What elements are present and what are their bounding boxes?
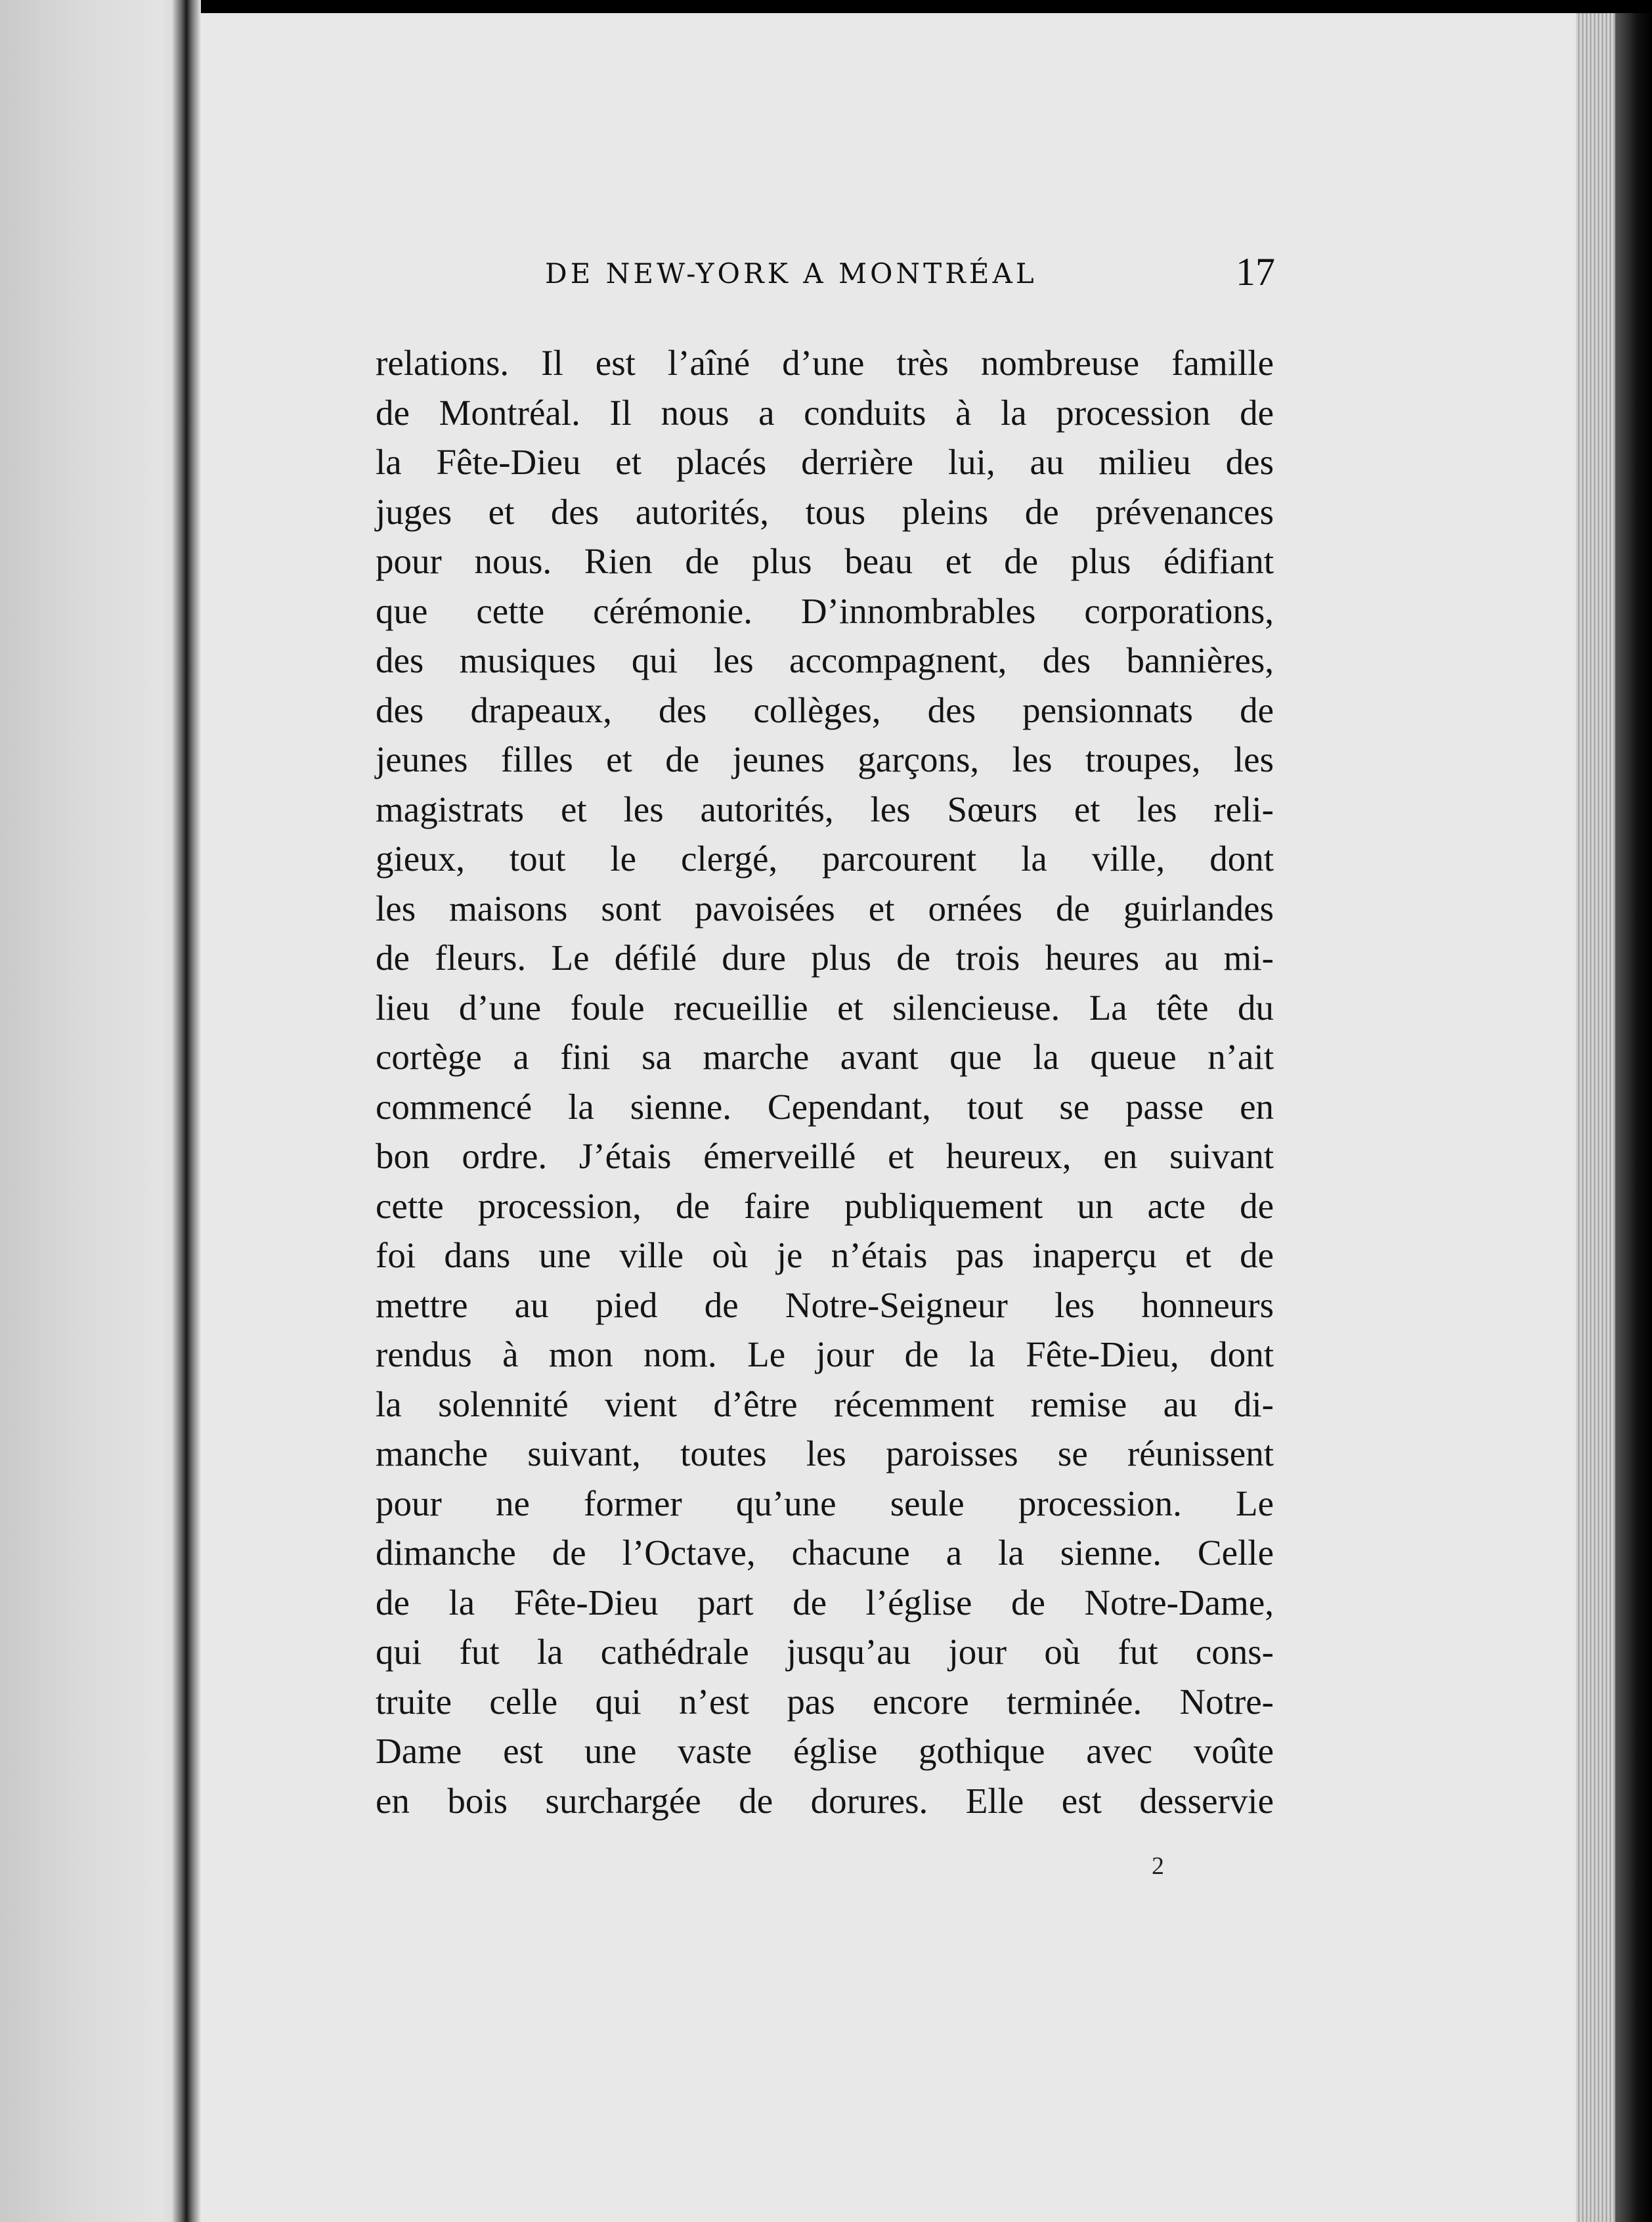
text-line: jeunes filles et de jeunes garçons, les troupes, les (376, 739, 1274, 779)
text-line: mettre au pied de Notre-Seigneur les honneurs (376, 1284, 1274, 1325)
text-line: magistrats et les autorités, les Sœurs et les reli- (376, 789, 1274, 829)
running-head: DE NEW-YORK A MONTRÉAL (545, 257, 1037, 290)
signature-mark: 2 (1152, 1852, 1164, 1880)
text-line: que cette cérémonie. D’innombrables corporations, (376, 590, 1274, 631)
text-line: commencé la sienne. Cependant, tout se passe en (376, 1086, 1274, 1127)
text-line: de fleurs. Le défilé dure plus de trois heures au mi- (376, 938, 1274, 978)
text-line: lieu d’une foule recueillie et silencieuse. La tête du (376, 987, 1274, 1028)
text-line: gieux, tout le clergé, parcourent la ville, dont (376, 839, 1274, 879)
page-edges (1576, 13, 1615, 2222)
text-line: les maisons sont pavoisées et ornées de guirlandes (376, 888, 1274, 928)
body-text (376, 338, 1274, 1825)
text-line: cette procession, de faire publiquement un acte de (376, 1185, 1274, 1226)
text-line: pour ne former qu’une seule procession. Le (376, 1483, 1274, 1523)
previous-page-strip (0, 0, 190, 2222)
text-line: juges et des autorités, tous pleins de prévenances (376, 491, 1274, 532)
text-line: des musiques qui les accompagnent, des bannières, (376, 640, 1274, 680)
text-line: foi dans une ville où je n’étais pas inaperçu et de (376, 1235, 1274, 1275)
text-line: de Montréal. Il nous a conduits à la procession de (376, 392, 1274, 433)
text-line: la Fête-Dieu et placés derrière lui, au milieu des (376, 442, 1274, 482)
text-line: rendus à mon nom. Le jour de la Fête-Dieu, dont (376, 1334, 1274, 1374)
text-line: de la Fête-Dieu part de l’église de Notre-Dame, (376, 1582, 1274, 1623)
text-line: manche suivant, toutes les paroisses se réunissent (376, 1433, 1274, 1473)
text-line: truite celle qui n’est pas encore terminée. Notre- (376, 1681, 1274, 1722)
text-line: la solennité vient d’être récemment remise au di- (376, 1383, 1274, 1424)
text-line: Dame est une vaste église gothique avec voûte (376, 1731, 1274, 1771)
text-line: dimanche de l’Octave, chacune a la sienne. Celle (376, 1533, 1274, 1573)
text-line: qui fut la cathédrale jusqu’au jour où fut cons- (376, 1632, 1274, 1672)
text-line: bon ordre. J’étais émerveillé et heureux, en suivant (376, 1136, 1274, 1176)
text-line: pour nous. Rien de plus beau et de plus édifiant (376, 541, 1274, 581)
scan-edge-shadow (1615, 13, 1652, 2222)
page-number: 17 (1236, 250, 1275, 294)
text-line: relations. Il est l’aîné d’une très nombreuse famille (376, 343, 1274, 383)
text-line: cortège a fini sa marche avant que la queue n’ait (376, 1037, 1274, 1077)
text-line: des drapeaux, des collèges, des pensionnats de (376, 689, 1274, 730)
text-line: en bois surchargée de dorures. Elle est desservie (376, 1780, 1274, 1821)
book-gutter (172, 0, 201, 2222)
